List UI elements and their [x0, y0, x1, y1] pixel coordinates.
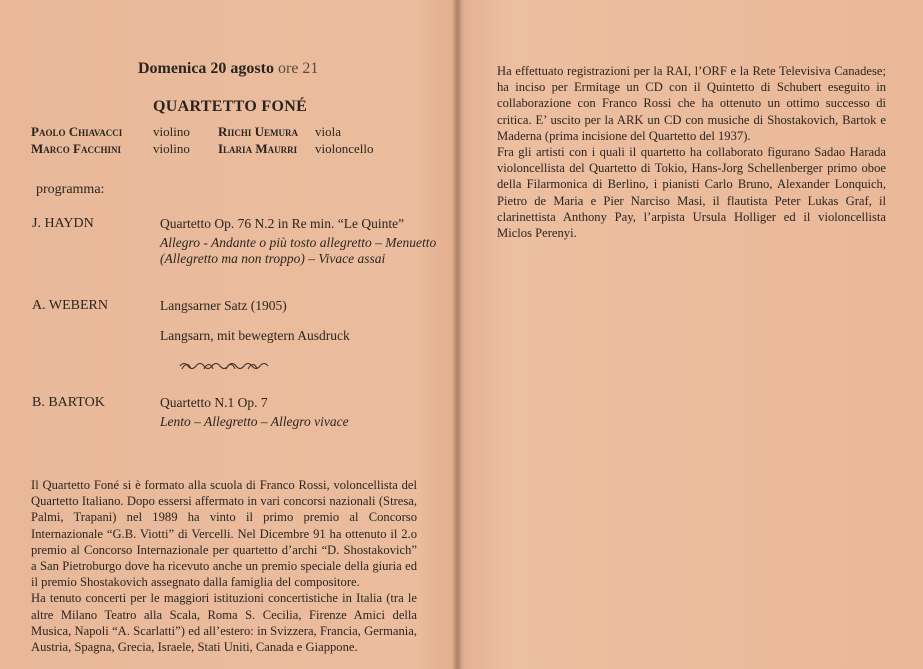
- composer: A. WEBERN: [32, 298, 108, 313]
- right-page: [462, 0, 923, 669]
- member-instrument: viola: [315, 124, 341, 139]
- work-title: Quartetto Op. 76 N.2 in Re min. “Le Quinte”: [160, 216, 405, 231]
- collaborations-paragraph: Fra gli artisti con i quali il quartetto ha collaborato figurano Sadao Harada violoncellista del Quartetto di Tokio, Hans-Jorg Schellenberger primo oboe della Filarmonica di Berlino, i pianisti Carlo Bruno, Alexander Lonquich, Pietro de Maria e Pier Narciso Masi, il flautista Peter Lukas Graf, il clarinettista Anthony Pay, l’arpista Ursula Holliger ed il violoncellista Miclos Perenyi.: [497, 145, 886, 241]
- concert-date: [138, 60, 318, 78]
- work-tempo: Langsarn, mit bewegtern Ausdruck: [160, 328, 350, 343]
- left-page: [0, 0, 455, 669]
- composer: B. BARTOK: [32, 395, 105, 410]
- date-time: ore 21: [277, 60, 319, 77]
- date-line: Domenica 20 agosto: [138, 60, 274, 77]
- bio-paragraph: Ha tenuto concerti per le maggiori istituzioni concertistiche in Italia (tra le altre Milano Teatro alla Scala, Roma S. Cecilia, Firenze Amici della Musica, Napoli “A. Scarlatti”) ed all’estero: in Svizzera, Francia, Germania, Austria, Spagna, Grecia, Israele, Stati Uniti, Canada e Giappone.: [31, 591, 417, 655]
- composer: J. HAYDN: [32, 216, 94, 231]
- work-tempo: Lento – Allegretto – Allegro vivace: [160, 414, 349, 429]
- member-name: Paolo Chiavacci: [31, 124, 123, 139]
- work-tempo: Allegro - Andante o più tosto allegretto – Menuetto (Allegretto ma non troppo) – Vivace assai: [160, 235, 437, 266]
- ornament-divider: [178, 360, 274, 372]
- programma-label: programma:: [36, 182, 105, 197]
- member-name: Riichi Uemura: [218, 124, 299, 139]
- member-name: Marco Facchini: [31, 141, 121, 156]
- bio-paragraph: Il Quartetto Foné si è formato alla scuola di Franco Rossi, voloncellista del Quartetto Italiano. Dopo essersi affermato in vari concorsi nazionali (Stresa, Palmi, Trapani) nel 1989 ha vinto il primo premio al Concorso Internazionale “G.B. Viotti” di Vercelli. Nel Dicembre 91 ha ottenuto il 2.o premio al Concorso Internazionale per quartetto d’archi “D. Shostakovich” a San Pietroburgo dove ha ricevuto anche un premio speciale della giuria ed il premio Shostakovich assegnato dalla famiglia del compositore.: [31, 478, 417, 590]
- work-title: Quartetto N.1 Op. 7: [160, 395, 268, 410]
- recordings-text: [497, 63, 886, 241]
- ensemble-biography: [31, 477, 417, 655]
- recordings-paragraph: Ha effettuato registrazioni per la RAI, l’ORF e la Rete Televisiva Canadese; ha inciso per Ermitage un CD con il Quintetto di Schubert eseguito in collaborazione con Franco Rossi che ha ottenuto un ottimo successo di critica. E’ uscito per la ARK un CD con musiche di Shostakovich, Bartok e Maderna (prima incisione del Quartetto del 1937).: [497, 64, 886, 143]
- ensemble-title: QUARTETTO FONÉ: [153, 98, 308, 115]
- work-title: Langsarner Satz (1905): [160, 298, 287, 313]
- member-instrument: violino: [153, 124, 190, 139]
- member-name: Ilaria Maurri: [218, 141, 298, 156]
- member-instrument: violoncello: [315, 141, 374, 156]
- member-instrument: violino: [153, 141, 190, 156]
